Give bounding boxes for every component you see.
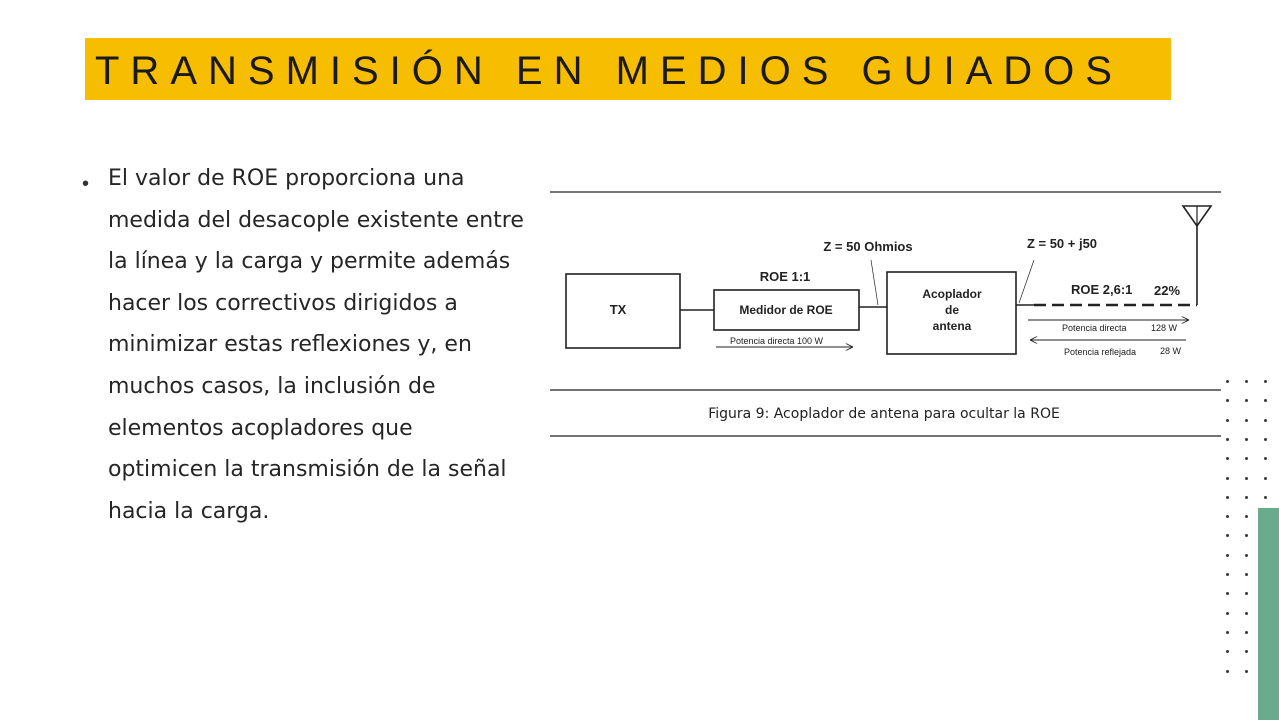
forward-power-value: 128 W <box>1151 323 1178 333</box>
slide-title: TRANSMISIÓN EN MEDIOS GUIADOS <box>95 49 1123 93</box>
z-antenna-leader <box>1019 260 1034 303</box>
decorative-dot <box>1264 457 1267 460</box>
forward-power-label: Potencia directa <box>1062 323 1127 333</box>
decorative-dot <box>1226 419 1229 422</box>
decorative-dot <box>1226 592 1229 595</box>
figure-svg <box>550 190 1221 438</box>
decorative-dot <box>1226 380 1229 383</box>
decorative-dot <box>1245 438 1248 441</box>
decorative-dot <box>1245 380 1248 383</box>
decorative-dot <box>1226 457 1229 460</box>
decorative-dot <box>1245 554 1248 557</box>
decorative-dot <box>1226 496 1229 499</box>
decorative-dot <box>1245 670 1248 673</box>
decorative-dot <box>1245 534 1248 537</box>
coupler-label-3: antena <box>932 319 972 333</box>
decorative-dot <box>1245 631 1248 634</box>
decorative-dot <box>1245 612 1248 615</box>
bullet-text: El valor de ROE proporciona una medida del desacople existente entre la línea y la carga y permite además hacer los correctivos dirigidos a minimizar estas reflexiones y, en muchos casos, la inclusión de elementos acopladores que optimicen la transmisión de la señal hacia la carga. <box>108 166 524 524</box>
z-antenna-label: Z = 50 + j50 <box>1026 236 1098 251</box>
decorative-dot <box>1226 554 1229 557</box>
decorative-dot <box>1226 515 1229 518</box>
reflected-power-value: 28 W <box>1160 346 1182 356</box>
meter-label: Medidor de ROE <box>739 303 833 317</box>
decorative-dot <box>1226 650 1229 653</box>
decorative-dot <box>1264 399 1267 402</box>
antenna-pct-label: 22% <box>1154 283 1181 298</box>
coupler-label-1: Acoplador <box>922 287 982 301</box>
meter-forward-power-label: Potencia directa 100 W <box>730 336 824 346</box>
decorative-dot <box>1264 496 1267 499</box>
decorative-dot <box>1245 399 1248 402</box>
bullet-list <box>80 158 525 532</box>
decorative-dot <box>1226 631 1229 634</box>
bullet-marker: • <box>82 173 90 195</box>
decorative-dot <box>1245 650 1248 653</box>
decorative-dot <box>1245 419 1248 422</box>
z-line-label: Z = 50 Ohmios <box>823 239 913 254</box>
decorative-dot <box>1264 380 1267 383</box>
decorative-dot <box>1245 592 1248 595</box>
figure-caption: Figura 9: Acoplador de antena para ocultar la ROE <box>708 406 1060 422</box>
decorative-dot <box>1226 399 1229 402</box>
decorative-dot <box>1226 534 1229 537</box>
coupler-label-2: de <box>944 303 960 317</box>
reflected-power-label: Potencia reflejada <box>1064 347 1137 357</box>
decorative-dot <box>1245 496 1248 499</box>
decorative-dot <box>1226 573 1229 576</box>
decorative-dot <box>1245 477 1248 480</box>
decorative-dot <box>1226 438 1229 441</box>
decorative-dot <box>1264 438 1267 441</box>
meter-roe-label: ROE 1:1 <box>759 269 811 284</box>
decorative-dot <box>1226 612 1229 615</box>
decorative-dot <box>1226 477 1229 480</box>
decorative-dot <box>1245 457 1248 460</box>
decorative-dot <box>1245 573 1248 576</box>
z-line-leader <box>871 260 878 305</box>
title-bar <box>85 38 1171 100</box>
antenna-coupler-figure <box>550 190 1221 438</box>
decorative-dot <box>1264 477 1267 480</box>
tx-label: TX <box>609 302 627 317</box>
decorative-dot <box>1264 419 1267 422</box>
decorative-dot <box>1226 670 1229 673</box>
decorative-green-strip <box>1258 508 1279 720</box>
antenna-roe-label: ROE 2,6:1 <box>1071 282 1133 297</box>
decorative-dot <box>1245 515 1248 518</box>
